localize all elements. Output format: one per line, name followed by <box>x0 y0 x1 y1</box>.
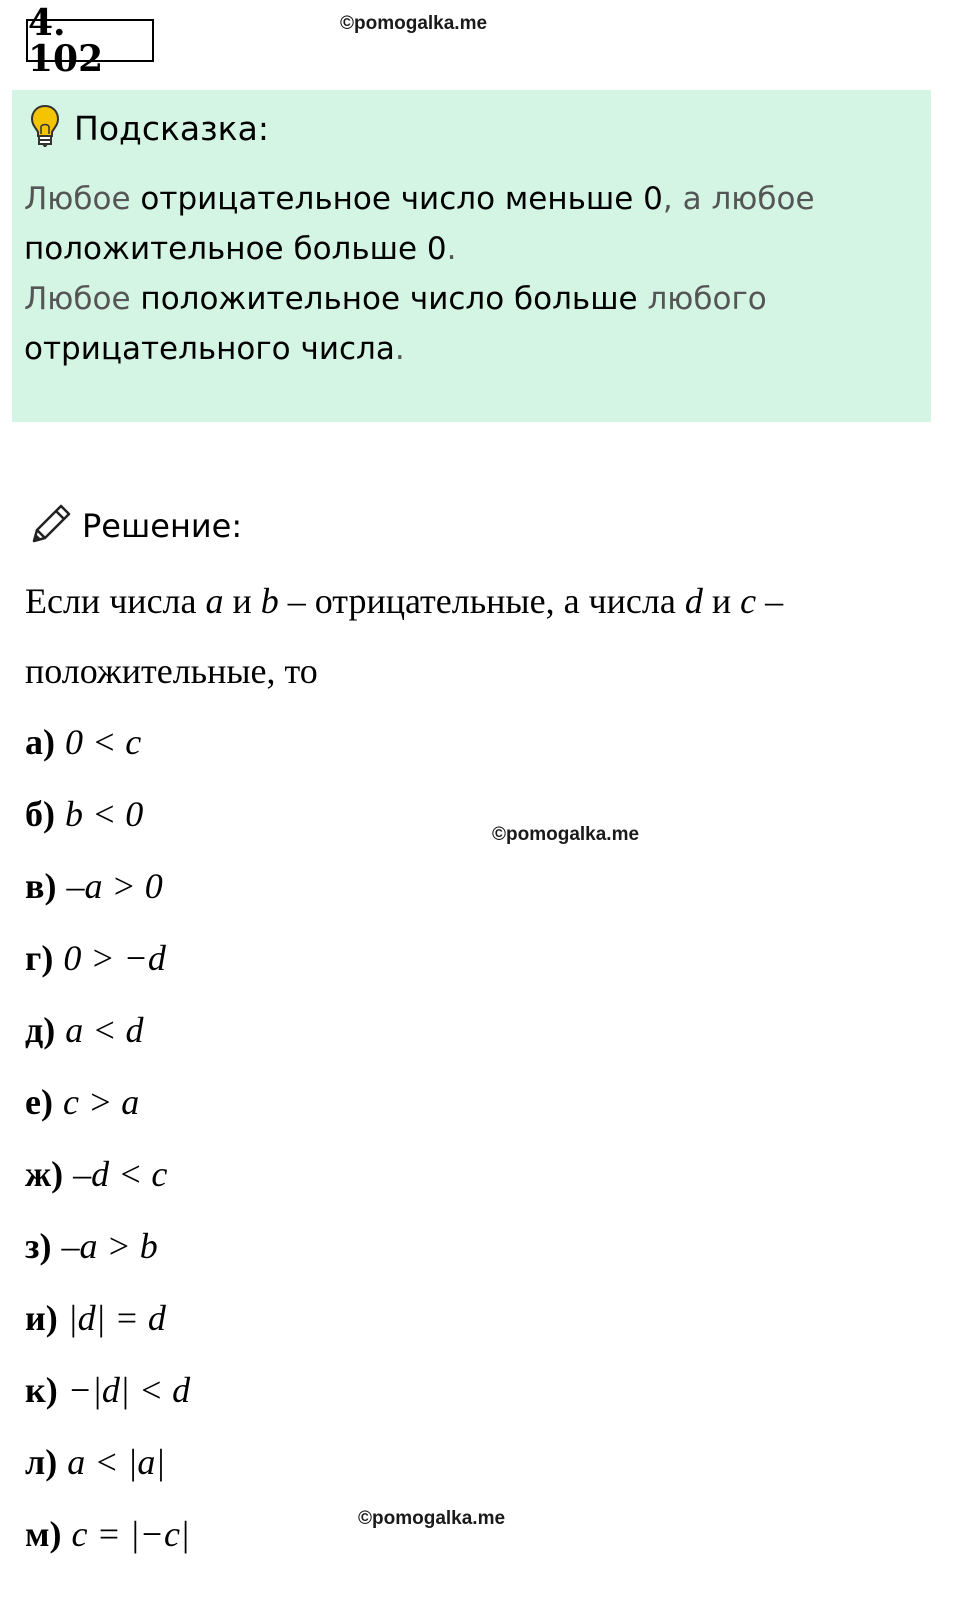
answer-expression: −|d| < d <box>67 1370 191 1410</box>
hint-text-segment: Любое <box>24 281 141 317</box>
lightbulb-icon <box>30 104 60 152</box>
answer-letter: г) <box>25 938 54 978</box>
answer-item <box>25 1210 625 1282</box>
watermark: ©pomogalka.me <box>358 1508 506 1529</box>
answer-expression: –d < c <box>73 1154 168 1194</box>
answer-letter: в) <box>25 866 57 906</box>
hint-header <box>30 104 269 152</box>
intro-text: – <box>756 581 784 621</box>
answer-item <box>25 1282 625 1354</box>
answer-letter: ж) <box>25 1154 64 1194</box>
hint-emphasis: отрицательного числа <box>24 331 395 367</box>
hint-text-segment: Любое <box>24 181 141 217</box>
hint-text-segment: , а любое <box>662 181 815 217</box>
intro-text: – отрицательные, а числа <box>278 581 685 621</box>
answer-letter: д) <box>25 1010 56 1050</box>
answer-expression: a < |a| <box>67 1442 166 1482</box>
hint-text-segment: любого <box>637 281 767 317</box>
variable: d <box>684 581 703 621</box>
hint-text-segment: . <box>446 231 457 267</box>
pencil-icon <box>28 501 74 551</box>
hint-title: Подсказка: <box>74 108 269 148</box>
answer-item <box>25 1354 625 1426</box>
solution-intro <box>25 566 925 706</box>
answer-expression: b < 0 <box>65 794 144 834</box>
solution-title: Решение: <box>82 507 243 545</box>
answer-expression: 0 < c <box>65 722 142 762</box>
answer-letter: з) <box>25 1226 52 1266</box>
hint-text <box>24 174 924 374</box>
hint-emphasis: отрицательное число меньше 0 <box>140 181 663 217</box>
problem-number: 4. 102 <box>26 19 154 62</box>
hint-text-segment: . <box>394 331 405 367</box>
watermark: ©pomogalka.me <box>492 824 640 845</box>
intro-text: Если числа <box>25 581 206 621</box>
intro-text: и <box>702 581 741 621</box>
answer-item <box>25 922 625 994</box>
hint-emphasis: положительное больше 0 <box>24 231 447 267</box>
answer-letter: к) <box>25 1370 58 1410</box>
watermark: ©pomogalka.me <box>340 13 488 34</box>
variable: c <box>740 581 757 621</box>
answer-item <box>25 706 625 778</box>
answer-letter: а) <box>25 722 55 762</box>
answer-letter: б) <box>25 794 55 834</box>
variable: b <box>260 581 279 621</box>
answer-expression: c > a <box>62 1082 140 1122</box>
answer-item <box>25 1498 625 1570</box>
answer-letter: и) <box>25 1298 58 1338</box>
answer-item <box>25 1066 625 1138</box>
answer-letter: л) <box>25 1442 58 1482</box>
answer-item <box>25 1426 625 1498</box>
intro-text: положительные, то <box>25 651 318 691</box>
answer-expression: c = |−c| <box>71 1514 190 1554</box>
answer-expression: a < d <box>65 1010 144 1050</box>
answer-item <box>25 1138 625 1210</box>
solution-header <box>28 501 242 551</box>
answer-letter: е) <box>25 1082 53 1122</box>
answer-item <box>25 994 625 1066</box>
answer-item <box>25 850 625 922</box>
hint-box <box>12 90 931 422</box>
variable: a <box>205 581 224 621</box>
intro-text: и <box>223 581 261 621</box>
answer-expression: 0 > −d <box>63 938 166 978</box>
answer-expression: –a > b <box>61 1226 158 1266</box>
answer-expression: |d| = d <box>67 1298 166 1338</box>
answer-letter: м) <box>25 1514 62 1554</box>
answer-expression: –a > 0 <box>66 866 163 906</box>
hint-emphasis: положительное число больше <box>140 281 638 317</box>
